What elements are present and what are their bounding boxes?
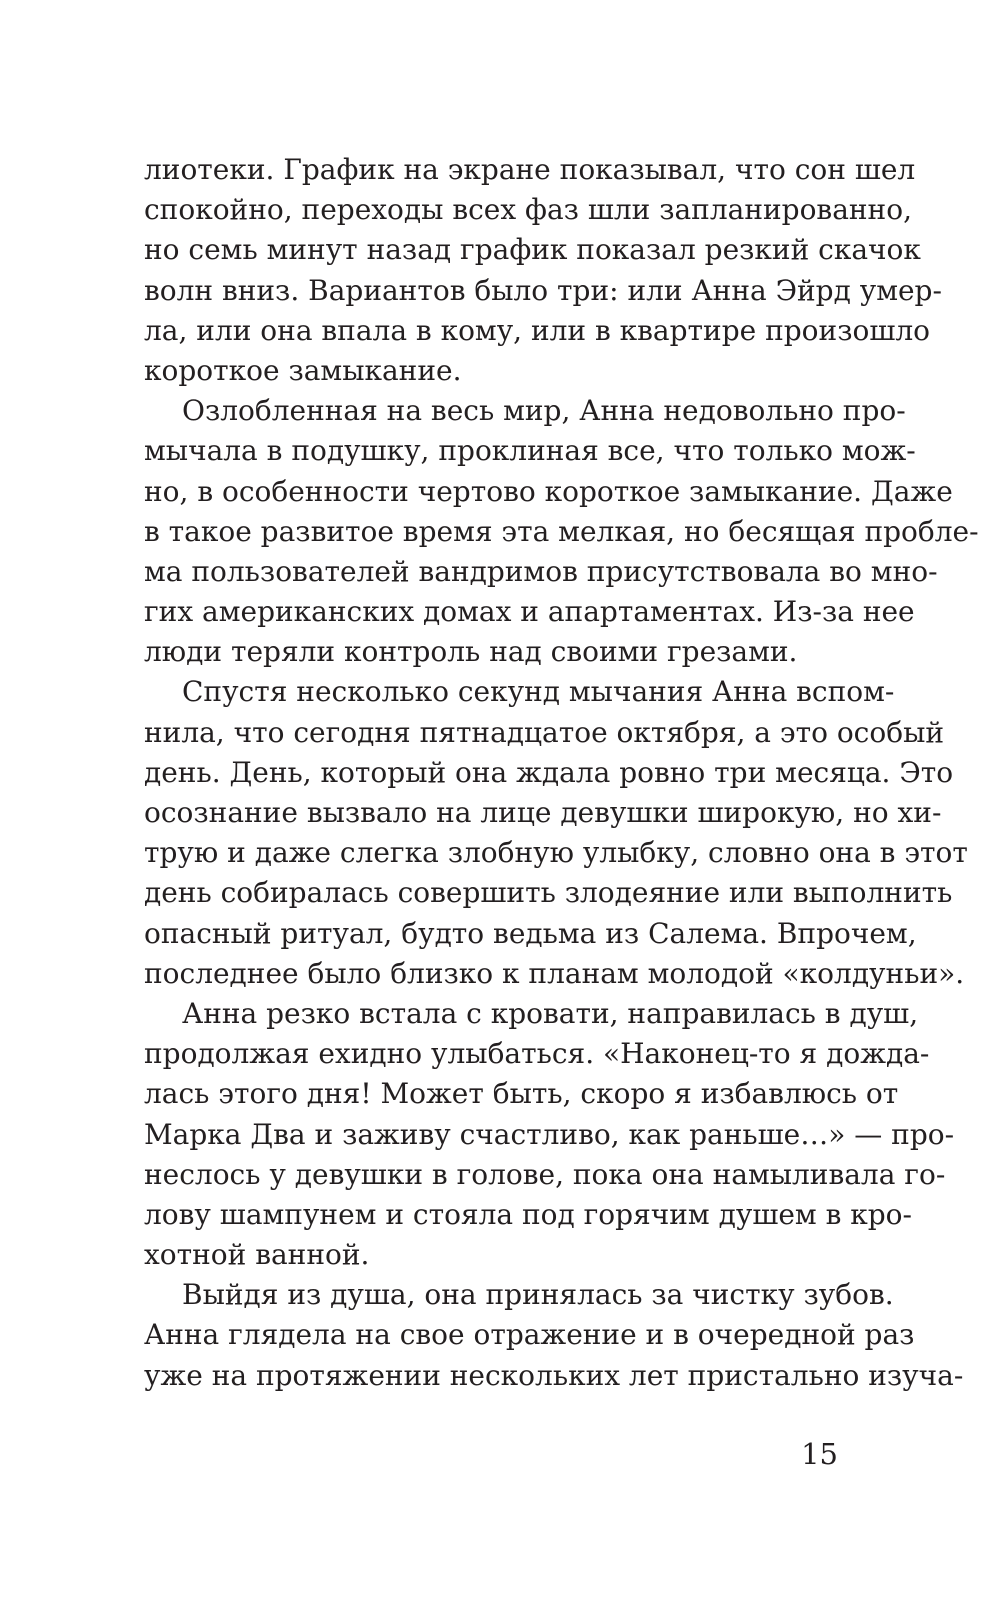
text-line: нила, что сегодня пятнадцатое октября, а это особый xyxy=(144,715,945,749)
text-line: мычала в подушку, проклиная все, что только мож- xyxy=(144,434,916,468)
paragraph-first-line: Спустя несколько секунд мычания Анна вспом- xyxy=(182,675,895,709)
text-line: хотной ванной. xyxy=(144,1238,370,1272)
text-line: короткое замыкание. xyxy=(144,353,462,387)
text-line: осознание вызвало на лице девушки широкую, но хи- xyxy=(144,796,942,829)
text-line: в такое развитое время эта мелкая, но бесящая пробле- xyxy=(144,514,979,548)
text-line: ма пользователей вандримов присутствовала во мно- xyxy=(144,554,938,588)
text-line: ла, или она впала в кому, или в квартире произошло xyxy=(144,313,930,347)
text-line: неслось у девушки в голове, пока она намыливала го- xyxy=(144,1157,946,1191)
text-line: волн вниз. Вариантов было три: или Анна Эйрд умер- xyxy=(144,273,942,307)
text-line: лову шампунем и стояла под горячим душем в кро- xyxy=(144,1197,913,1231)
text-line: но, в особенности чертово короткое замыкание. Даже xyxy=(144,474,953,508)
text-line: трую и даже слегка злобную улыбку, словно она в этот xyxy=(144,836,968,870)
paragraph-first-line: Анна резко встала с кровати, направилась в душ, xyxy=(182,996,919,1030)
text-line: опасный ритуал, будто ведьма из Салема. Впрочем, xyxy=(144,916,917,950)
text-line: день. День, который она ждала ровно три месяца. Это xyxy=(144,755,954,789)
text-line: лиотеки. График на экране показывал, что сон шел xyxy=(144,153,916,186)
text-line: день собиралась совершить злодеяние или выполнить xyxy=(144,876,953,910)
body-text xyxy=(144,150,979,1396)
paragraph-first-line: Выйдя из душа, она принялась за чистку зубов. xyxy=(182,1278,894,1312)
text-line: лась этого дня! Может быть, скоро я избавлюсь от xyxy=(144,1077,899,1111)
text-line: но семь минут назад график показал резкий скачок xyxy=(144,233,921,267)
text-line: люди теряли контроль над своими грезами. xyxy=(144,635,798,669)
text-line: спокойно, переходы всех фаз шли запланированно, xyxy=(144,193,912,227)
text-line: гих американских домах и апартаментах. Из-за нее xyxy=(144,595,915,629)
text-line: Анна глядела на свое отражение и в очередной раз xyxy=(144,1318,915,1352)
text-line: уже на протяжении нескольких лет пристально изуча- xyxy=(144,1358,964,1392)
text-line: последнее было близко к планам молодой «колдуньи». xyxy=(144,956,965,990)
page-number: 15 xyxy=(801,1437,838,1471)
text-line: Марка Два и заживу счастливо, как раньше…» — про- xyxy=(144,1117,955,1151)
paragraph-first-line: Озлобленная на весь мир, Анна недовольно про- xyxy=(182,394,906,428)
text-line: продолжая ехидно улыбаться. «Наконец-то я дожда- xyxy=(144,1037,930,1071)
